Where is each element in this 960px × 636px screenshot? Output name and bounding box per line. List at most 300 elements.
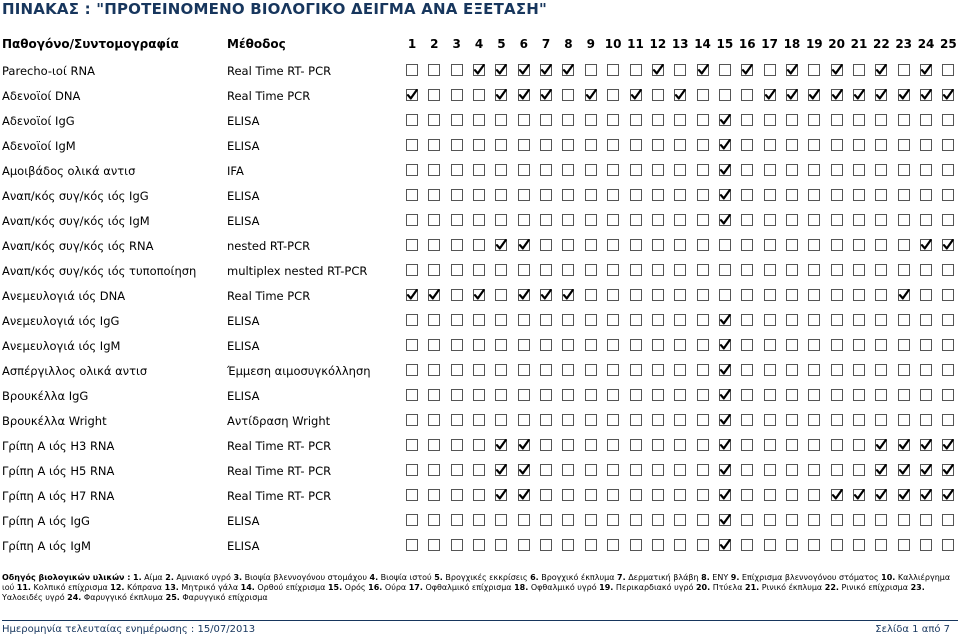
checkbox-unchecked-icon [406,514,418,526]
legend-item [325,583,365,592]
checkbox-unchecked-icon [808,139,820,151]
checkbox-unchecked-icon [630,239,642,251]
legend-item [162,583,238,592]
legend-item [367,573,432,582]
checkbox-checked-icon [585,89,597,101]
legend-item-label: Φαρυγγικό έκπλυμα [83,593,164,602]
checkbox-unchecked-icon [920,364,932,376]
checkbox-unchecked-icon [562,414,574,426]
checkbox-checked-icon [942,439,954,451]
legend-item-label: Υαλοειδές υγρό [2,593,65,602]
checkbox-unchecked-icon [898,164,910,176]
checkbox-unchecked-icon [831,389,843,401]
checkbox-unchecked-icon [607,189,619,201]
pathogen-name: Αδενοϊοί IgM [2,139,76,153]
checkbox-unchecked-icon [674,64,686,76]
checkbox-unchecked-icon [764,364,776,376]
checkbox-unchecked-icon [674,389,686,401]
checkbox-unchecked-icon [942,189,954,201]
checkbox-unchecked-icon [630,264,642,276]
checkbox-unchecked-icon [585,164,597,176]
checkbox-unchecked-icon [764,439,776,451]
checkbox-unchecked-icon [831,539,843,551]
checkbox-unchecked-icon [562,539,574,551]
checkbox-unchecked-icon [630,489,642,501]
checkbox-unchecked-icon [607,414,619,426]
checkbox-unchecked-icon [741,114,753,126]
checkbox-unchecked-icon [518,339,530,351]
checkbox-unchecked-icon [562,214,574,226]
checkbox-unchecked-icon [607,539,619,551]
checkbox-unchecked-icon [831,514,843,526]
checkbox-unchecked-icon [495,114,507,126]
pathogen-name: Γρίπη Α ιός H3 RNA [2,439,115,453]
checkbox-unchecked-icon [697,264,709,276]
method-name: Real Time RT- PCR [227,64,332,78]
column-number-18: 18 [783,37,801,51]
checkbox-unchecked-icon [786,314,798,326]
table-row [0,59,960,83]
checkbox-unchecked-icon [518,539,530,551]
table-row [0,234,960,258]
checkbox-checked-icon [719,539,731,551]
checkbox-unchecked-icon [697,364,709,376]
checkbox-unchecked-icon [428,339,440,351]
column-number-7: 7 [541,37,551,51]
pathogen-name: Βρουκέλλα IgG [2,389,89,403]
checkbox-unchecked-icon [786,389,798,401]
checkbox-unchecked-icon [518,364,530,376]
checkbox-unchecked-icon [674,464,686,476]
checkbox-unchecked-icon [697,314,709,326]
checkbox-checked-icon [495,489,507,501]
checkbox-unchecked-icon [674,164,686,176]
checkbox-checked-icon [920,464,932,476]
checkbox-unchecked-icon [898,539,910,551]
checkbox-unchecked-icon [764,114,776,126]
header-pathogen: Παθογόνο/Συντομογραφία [2,37,179,51]
table-row [0,359,960,383]
checkbox-unchecked-icon [451,164,463,176]
checkbox-unchecked-icon [518,189,530,201]
checkbox-checked-icon [495,239,507,251]
column-number-10: 10 [604,37,622,51]
checkbox-unchecked-icon [786,514,798,526]
table-row [0,284,960,308]
checkbox-unchecked-icon [495,539,507,551]
legend-item-number: 3. [233,573,243,582]
checkbox-unchecked-icon [764,164,776,176]
checkbox-unchecked-icon [697,189,709,201]
method-name: nested RT-PCR [227,239,311,253]
checkbox-unchecked-icon [942,164,954,176]
checkbox-unchecked-icon [562,264,574,276]
checkbox-checked-icon [764,89,776,101]
method-name: Αντίδραση Wright [227,414,331,428]
checkbox-checked-icon [719,414,731,426]
checkbox-unchecked-icon [853,314,865,326]
checkbox-unchecked-icon [540,264,552,276]
legend-item-label: ΕΝΥ [712,573,729,582]
checkbox-unchecked-icon [786,239,798,251]
checkbox-unchecked-icon [764,489,776,501]
checkbox-unchecked-icon [451,489,463,501]
checkbox-unchecked-icon [942,414,954,426]
checkbox-unchecked-icon [585,114,597,126]
legend-item-label: Μητρικό γάλα [181,583,239,592]
pathogen-name: Ασπέργιλλος ολικά αντισ [2,364,148,378]
legend-item-label: Επίχρισμα βλεννογόνου στόματος [741,573,879,582]
checkbox-unchecked-icon [451,214,463,226]
checkbox-unchecked-icon [920,289,932,301]
checkbox-checked-icon [518,464,530,476]
checkbox-unchecked-icon [853,339,865,351]
checkbox-unchecked-icon [831,264,843,276]
table-row [0,184,960,208]
legend-item [14,583,108,592]
legend-item [528,573,615,582]
checkbox-unchecked-icon [719,289,731,301]
checkbox-checked-icon [831,89,843,101]
checkbox-unchecked-icon [406,264,418,276]
checkbox-unchecked-icon [428,264,440,276]
checkbox-unchecked-icon [808,364,820,376]
checkbox-unchecked-icon [585,314,597,326]
checkbox-unchecked-icon [540,339,552,351]
checkbox-unchecked-icon [473,514,485,526]
checkbox-unchecked-icon [495,289,507,301]
method-name: Real Time PCR [227,289,311,303]
checkbox-unchecked-icon [607,114,619,126]
checkbox-unchecked-icon [875,339,887,351]
checkbox-checked-icon [719,189,731,201]
checkbox-checked-icon [920,64,932,76]
checkbox-unchecked-icon [585,364,597,376]
checkbox-unchecked-icon [920,114,932,126]
checkbox-unchecked-icon [674,339,686,351]
checkbox-unchecked-icon [786,339,798,351]
checkbox-unchecked-icon [853,164,865,176]
checkbox-unchecked-icon [942,264,954,276]
checkbox-unchecked-icon [406,364,418,376]
legend-items [2,573,950,602]
table-row [0,534,960,558]
pathogen-name: Αδενοϊοί DNA [2,89,81,103]
checkbox-unchecked-icon [853,439,865,451]
checkbox-unchecked-icon [853,64,865,76]
table-row [0,84,960,108]
checkbox-unchecked-icon [652,464,664,476]
checkbox-checked-icon [741,64,753,76]
checkbox-unchecked-icon [853,389,865,401]
last-update-date: Ημερομηνία τελευταίας ενημέρωσης : 15/07/2013 [2,624,256,635]
legend-item [163,573,231,582]
checkbox-checked-icon [920,439,932,451]
checkbox-unchecked-icon [406,464,418,476]
checkbox-unchecked-icon [898,514,910,526]
page-title: ΠΙΝΑΚΑΣ : "ΠΡΟΤΕΙΝΟΜΕΝΟ ΒΙΟΛΟΓΙΚΟ ΔΕΙΓΜΑ ΑΝΑ ΕΞΕΤΑΣΗ" [2,0,548,18]
checkbox-unchecked-icon [562,464,574,476]
checkbox-unchecked-icon [719,239,731,251]
checkbox-unchecked-icon [428,189,440,201]
checkbox-unchecked-icon [652,389,664,401]
checkbox-unchecked-icon [406,189,418,201]
checkbox-unchecked-icon [585,139,597,151]
checkbox-unchecked-icon [428,414,440,426]
checkbox-unchecked-icon [652,139,664,151]
checkbox-unchecked-icon [786,364,798,376]
pathogen-name: Ανεμευλογιά ιός IgM [2,339,121,353]
table-row [0,434,960,458]
checkbox-unchecked-icon [898,364,910,376]
checkbox-checked-icon [630,89,642,101]
checkbox-unchecked-icon [764,389,776,401]
checkbox-unchecked-icon [630,364,642,376]
table-row [0,134,960,158]
legend-item-label: Πτύελα [712,583,743,592]
legend-item-number: 21. [745,583,760,592]
checkbox-unchecked-icon [451,239,463,251]
checkbox-unchecked-icon [764,339,776,351]
checkbox-unchecked-icon [786,139,798,151]
checkbox-unchecked-icon [562,314,574,326]
checkbox-unchecked-icon [607,89,619,101]
checkbox-checked-icon [697,64,709,76]
checkbox-unchecked-icon [562,139,574,151]
checkbox-unchecked-icon [540,364,552,376]
checkbox-unchecked-icon [808,339,820,351]
legend-item-number: 10. [881,573,896,582]
checkbox-unchecked-icon [630,414,642,426]
checkbox-unchecked-icon [942,289,954,301]
checkbox-unchecked-icon [495,514,507,526]
table-row [0,334,960,358]
checkbox-unchecked-icon [607,364,619,376]
legend-item-label: Καλλιέργημα ιού [2,573,951,592]
legend-item-number: 8. [701,573,710,582]
checkbox-unchecked-icon [808,389,820,401]
checkbox-unchecked-icon [518,314,530,326]
table-row [0,384,960,408]
method-name: multiplex nested RT-PCR [227,264,368,278]
checkbox-unchecked-icon [920,214,932,226]
checkbox-unchecked-icon [875,114,887,126]
method-name: ELISA [227,139,260,153]
legend-item-number: 24. [67,593,82,602]
checkbox-unchecked-icon [831,289,843,301]
checkbox-unchecked-icon [630,289,642,301]
checkbox-unchecked-icon [741,314,753,326]
checkbox-unchecked-icon [406,389,418,401]
checkbox-unchecked-icon [652,364,664,376]
checkbox-unchecked-icon [562,239,574,251]
checkbox-unchecked-icon [630,539,642,551]
header-method: Μέθοδος [227,37,286,51]
checkbox-unchecked-icon [607,289,619,301]
column-number-16: 16 [738,37,756,51]
checkbox-unchecked-icon [585,64,597,76]
checkbox-unchecked-icon [428,389,440,401]
checkbox-unchecked-icon [920,139,932,151]
checkbox-unchecked-icon [786,164,798,176]
checkbox-unchecked-icon [630,314,642,326]
checkbox-unchecked-icon [808,239,820,251]
checkbox-unchecked-icon [585,439,597,451]
checkbox-unchecked-icon [518,389,530,401]
checkbox-unchecked-icon [942,389,954,401]
checkbox-unchecked-icon [808,289,820,301]
checkbox-unchecked-icon [562,514,574,526]
checkbox-checked-icon [495,89,507,101]
checkbox-unchecked-icon [652,189,664,201]
checkbox-unchecked-icon [585,389,597,401]
checkbox-unchecked-icon [630,189,642,201]
checkbox-checked-icon [562,64,574,76]
pathogen-name: Αναπ/κός συγ/κός ιός IgG [2,189,149,203]
legend-item-number: 23. [910,583,925,592]
checkbox-unchecked-icon [630,114,642,126]
checkbox-unchecked-icon [406,64,418,76]
checkbox-unchecked-icon [428,239,440,251]
checkbox-checked-icon [786,89,798,101]
checkbox-unchecked-icon [428,464,440,476]
legend-item [238,583,325,592]
legend-item [406,583,511,592]
checkbox-unchecked-icon [786,464,798,476]
table-row [0,409,960,433]
legend-item-label: Βρογχικό έκπλυμα [541,573,615,582]
checkbox-unchecked-icon [674,314,686,326]
legend-item-number: 14. [240,583,255,592]
checkbox-unchecked-icon [853,464,865,476]
checkbox-unchecked-icon [808,214,820,226]
checkbox-unchecked-icon [764,414,776,426]
checkbox-unchecked-icon [607,64,619,76]
checkbox-unchecked-icon [585,289,597,301]
checkbox-unchecked-icon [473,189,485,201]
column-number-21: 21 [850,37,868,51]
checkbox-checked-icon [719,314,731,326]
checkbox-unchecked-icon [518,114,530,126]
checkbox-unchecked-icon [920,539,932,551]
checkbox-unchecked-icon [853,189,865,201]
checkbox-checked-icon [518,64,530,76]
checkbox-unchecked-icon [898,414,910,426]
checkbox-unchecked-icon [853,264,865,276]
method-name: ELISA [227,114,260,128]
column-number-3: 3 [452,37,461,51]
checkbox-unchecked-icon [875,289,887,301]
checkbox-unchecked-icon [697,489,709,501]
legend-item [366,583,407,592]
checkbox-unchecked-icon [540,214,552,226]
table-row [0,459,960,483]
checkbox-unchecked-icon [920,164,932,176]
legend-item-label: Κόπρανα [127,583,163,592]
legend-item-number: 7. [617,573,626,582]
checkbox-checked-icon [853,89,865,101]
checkbox-unchecked-icon [853,539,865,551]
checkbox-unchecked-icon [898,114,910,126]
checkbox-unchecked-icon [540,439,552,451]
checkbox-checked-icon [652,64,664,76]
pathogen-name: Ανεμευλογιά ιός DNA [2,289,126,303]
checkbox-unchecked-icon [473,489,485,501]
checkbox-unchecked-icon [630,339,642,351]
checkbox-checked-icon [719,139,731,151]
checkbox-unchecked-icon [495,339,507,351]
method-name: Real Time RT- PCR [227,464,332,478]
legend-item-label: Οφθαλμικό επίχρισμα [425,583,512,592]
checkbox-unchecked-icon [764,464,776,476]
legend-item-label: Ούρα [384,583,407,592]
checkbox-checked-icon [920,489,932,501]
checkbox-unchecked-icon [607,514,619,526]
checkbox-unchecked-icon [585,214,597,226]
checkbox-unchecked-icon [451,189,463,201]
method-name: Real Time PCR [227,89,311,103]
table-row [0,309,960,333]
column-number-25: 25 [940,37,957,51]
checkbox-unchecked-icon [428,114,440,126]
checkbox-unchecked-icon [674,189,686,201]
checkbox-unchecked-icon [741,514,753,526]
checkbox-unchecked-icon [674,439,686,451]
checkbox-checked-icon [719,214,731,226]
table-row [0,259,960,283]
checkbox-unchecked-icon [808,314,820,326]
checkbox-checked-icon [495,64,507,76]
checkbox-unchecked-icon [764,314,776,326]
legend-item [728,573,878,582]
checkbox-unchecked-icon [518,514,530,526]
checkbox-unchecked-icon [585,414,597,426]
checkbox-unchecked-icon [808,114,820,126]
legend-item [693,583,742,592]
checkbox-unchecked-icon [451,64,463,76]
checkbox-unchecked-icon [451,514,463,526]
checkbox-unchecked-icon [630,214,642,226]
checkbox-unchecked-icon [875,314,887,326]
checkbox-unchecked-icon [518,214,530,226]
checkbox-unchecked-icon [875,414,887,426]
column-number-4: 4 [474,37,484,51]
column-number-8: 8 [564,37,573,51]
checkbox-unchecked-icon [652,414,664,426]
checkbox-unchecked-icon [428,314,440,326]
legend-item-number: 16. [368,583,383,592]
pathogen-name: Γρίπη Α ιός H7 RNA [2,489,115,503]
checkbox-unchecked-icon [473,239,485,251]
checkbox-unchecked-icon [831,339,843,351]
checkbox-unchecked-icon [406,114,418,126]
table-row [0,159,960,183]
checkbox-unchecked-icon [786,114,798,126]
checkbox-unchecked-icon [831,439,843,451]
column-number-12: 12 [649,37,667,51]
checkbox-unchecked-icon [697,464,709,476]
checkbox-unchecked-icon [473,464,485,476]
checkbox-unchecked-icon [585,239,597,251]
checkbox-unchecked-icon [853,114,865,126]
checkbox-unchecked-icon [607,264,619,276]
checkbox-unchecked-icon [808,189,820,201]
legend-item-label: Περικαρδιακό υγρό [615,583,694,592]
checkbox-unchecked-icon [808,539,820,551]
checkbox-unchecked-icon [697,414,709,426]
pathogen-name: Γρίπη Α ιός H5 RNA [2,464,115,478]
checkbox-checked-icon [942,464,954,476]
